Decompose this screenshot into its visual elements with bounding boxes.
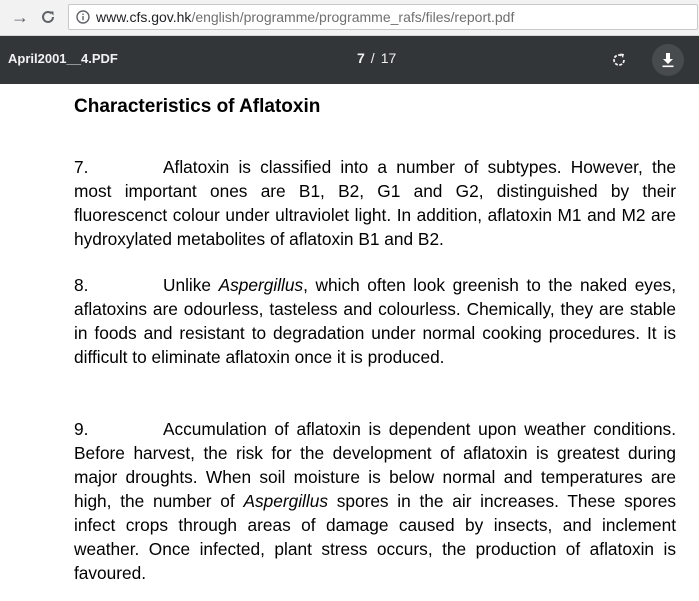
url-host: www.cfs.gov.hk (96, 9, 192, 25)
paragraph-number: 8. (74, 275, 89, 295)
paragraph-text: Aflatoxin is classified into a number of subtypes. However, the most important ones are B1, B2, G1 and G2, distinguished by their fluorescenct colour under ultraviolet light. In addition, aflatoxin M1 and M2 are hydroxylated metabolites of aflatoxin B1 and B2. (74, 157, 676, 249)
page-indicator (357, 50, 396, 66)
paragraph-text: Accumulation of aflatoxin is dependent upon weather conditions. Before harvest, the risk for the development of aflatoxin is greatest during major droughts. When soil moisture is below normal and temperatures are high, the number of (74, 419, 676, 511)
document-filename: April2001__4.PDF (8, 51, 118, 66)
paragraph-text: Unlike (163, 275, 219, 295)
url-text (96, 9, 514, 26)
section-heading: Characteristics of Aflatoxin (74, 96, 321, 117)
pdf-toolbar (0, 36, 699, 84)
paragraph (74, 273, 676, 369)
url-path: /english/programme/programme_rafs/files/report.pdf (191, 9, 515, 25)
paragraph-text: spores in the air increases. These spores infect crops through areas of damage caused by insects, and inclement weather. Once infected, plant stress occurs, the production of aflatoxin is favoured. (74, 491, 676, 583)
paragraph (74, 417, 676, 585)
rotate-icon (608, 49, 630, 71)
url-input[interactable] (68, 4, 698, 30)
browser-address-bar (0, 0, 699, 36)
italic-text: Aspergillus (218, 275, 304, 295)
page-separator: / (370, 50, 375, 66)
total-pages: 17 (380, 50, 397, 66)
forward-arrow-icon[interactable]: → (11, 7, 29, 27)
rotate-button[interactable] (608, 49, 630, 71)
reload-icon[interactable] (38, 7, 58, 27)
download-icon (660, 52, 676, 68)
info-icon[interactable] (76, 10, 90, 24)
paragraph-number: 9. (74, 419, 89, 439)
paragraph-number: 7. (74, 157, 89, 177)
current-page-number[interactable]: 7 (357, 50, 365, 66)
download-button[interactable] (652, 44, 684, 76)
italic-text: Aspergillus (243, 491, 328, 511)
paragraph (74, 155, 676, 251)
pdf-page (0, 84, 699, 601)
paragraph-text: , which often look greenish to the naked eyes, aflatoxins are odourless, tasteless and colourless. Chemically, they are stable in foods and resistant to degradation under normal cooking procedures. It is difficult to eliminate aflatoxin once it is produced. (74, 275, 676, 367)
